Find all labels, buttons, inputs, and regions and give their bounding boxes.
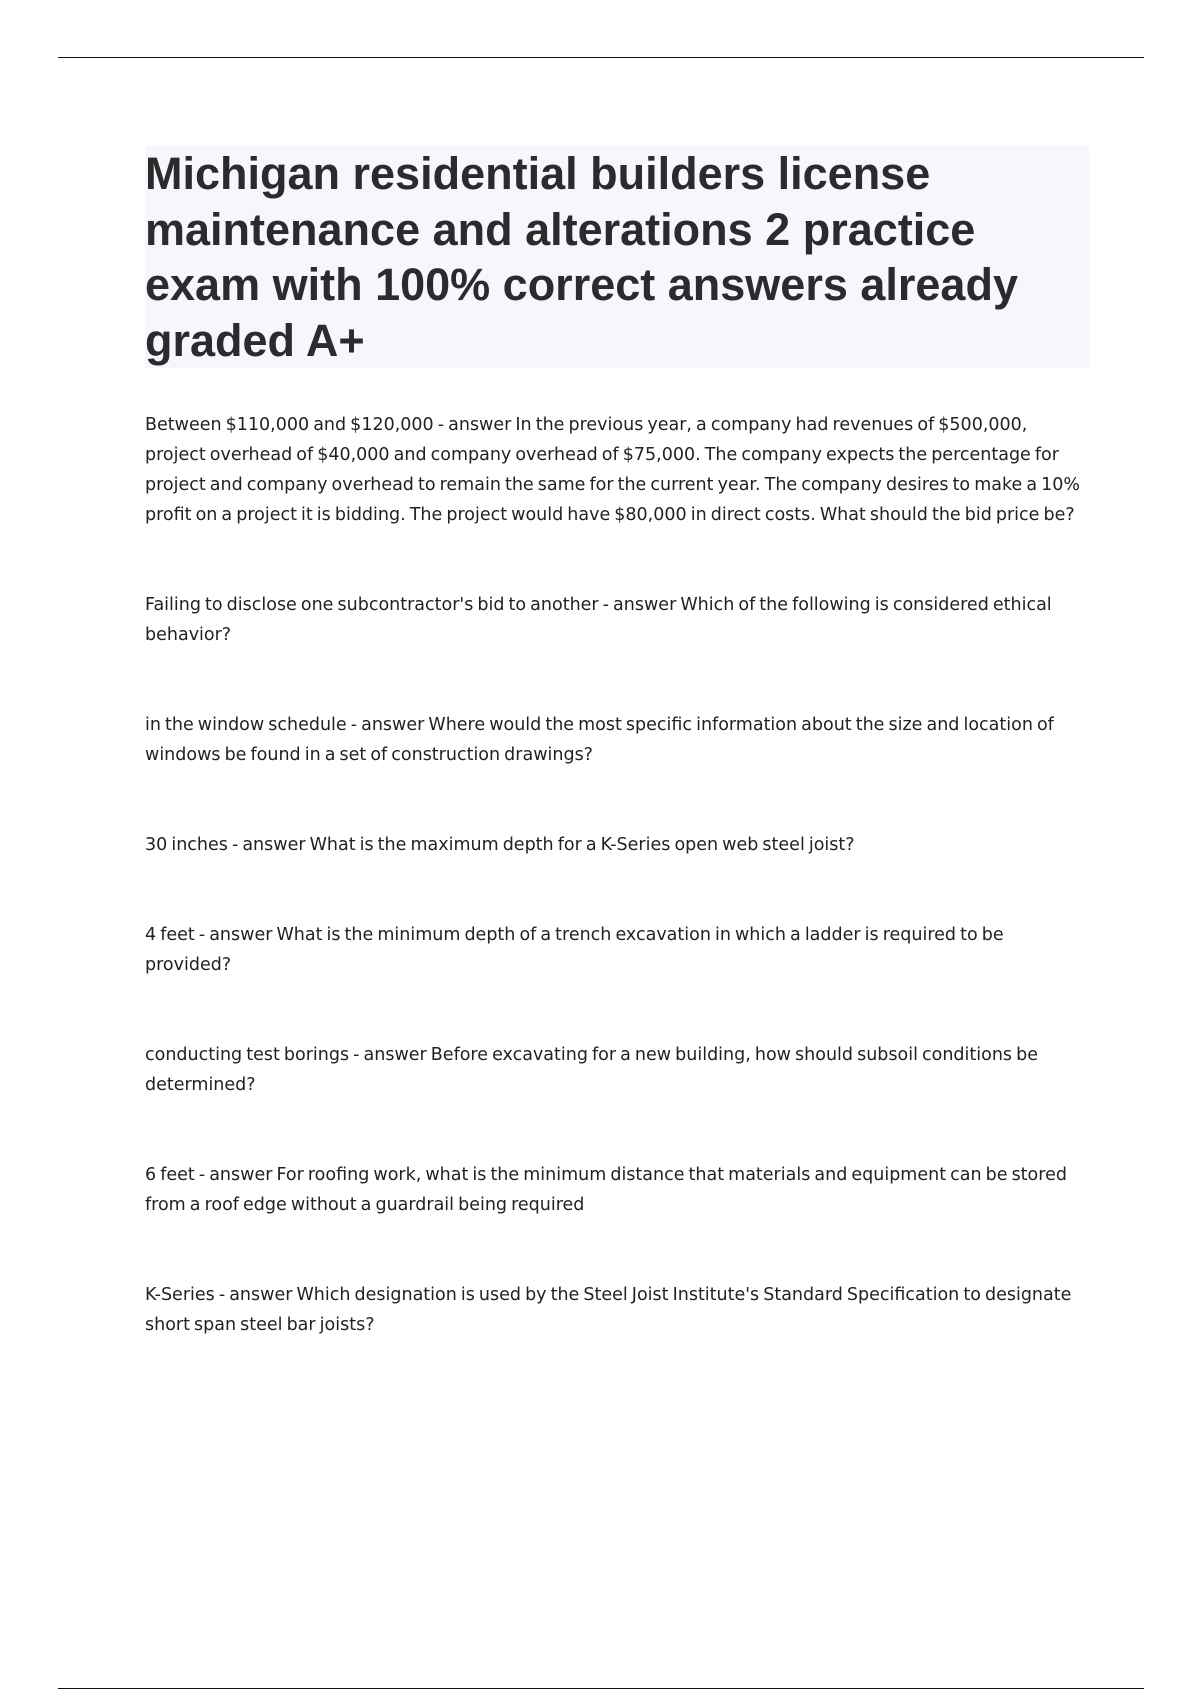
qa-item: Between $110,000 and $120,000 - answer In the previous year, a company had revenues of $500,000, project overhead of $40,000 and company overhead of $75,000. The company expects the percentage for project and company overhead to remain the same for the current year. The company desires to make a 10% profit on a project it is bidding. The project would have $80,000 in direct costs. What should the bid price be? [145, 415, 1080, 525]
qa-item: K-Series - answer Which designation is used by the Steel Joist Institute's Standard Specification to designate short span steel bar joists? [145, 1285, 1072, 1335]
document-title: Michigan residential builders license maintenance and alterations 2 practice exam with 100% correct answers already graded A+ [145, 148, 1018, 366]
bottom-divider [58, 1688, 1144, 1689]
top-divider [58, 57, 1144, 58]
qa-item: conducting test borings - answer Before excavating for a new building, how should subsoil conditions be determined? [145, 1045, 1038, 1095]
qa-item: 30 inches - answer What is the maximum depth for a K-Series open web steel joist? [145, 835, 855, 855]
qa-item: 4 feet - answer What is the minimum depth of a trench excavation in which a ladder is required to be provided? [145, 925, 1004, 975]
qa-item: Failing to disclose one subcontractor's bid to another - answer Which of the following is considered ethical behavior? [145, 595, 1052, 645]
qa-item: in the window schedule - answer Where would the most specific information about the size and location of windows be found in a set of construction drawings? [145, 715, 1054, 765]
title-block [145, 146, 1089, 368]
qa-list [145, 410, 1089, 1340]
qa-item: 6 feet - answer For roofing work, what is the minimum distance that materials and equipment can be stored from a roof edge without a guardrail being required [145, 1165, 1067, 1215]
